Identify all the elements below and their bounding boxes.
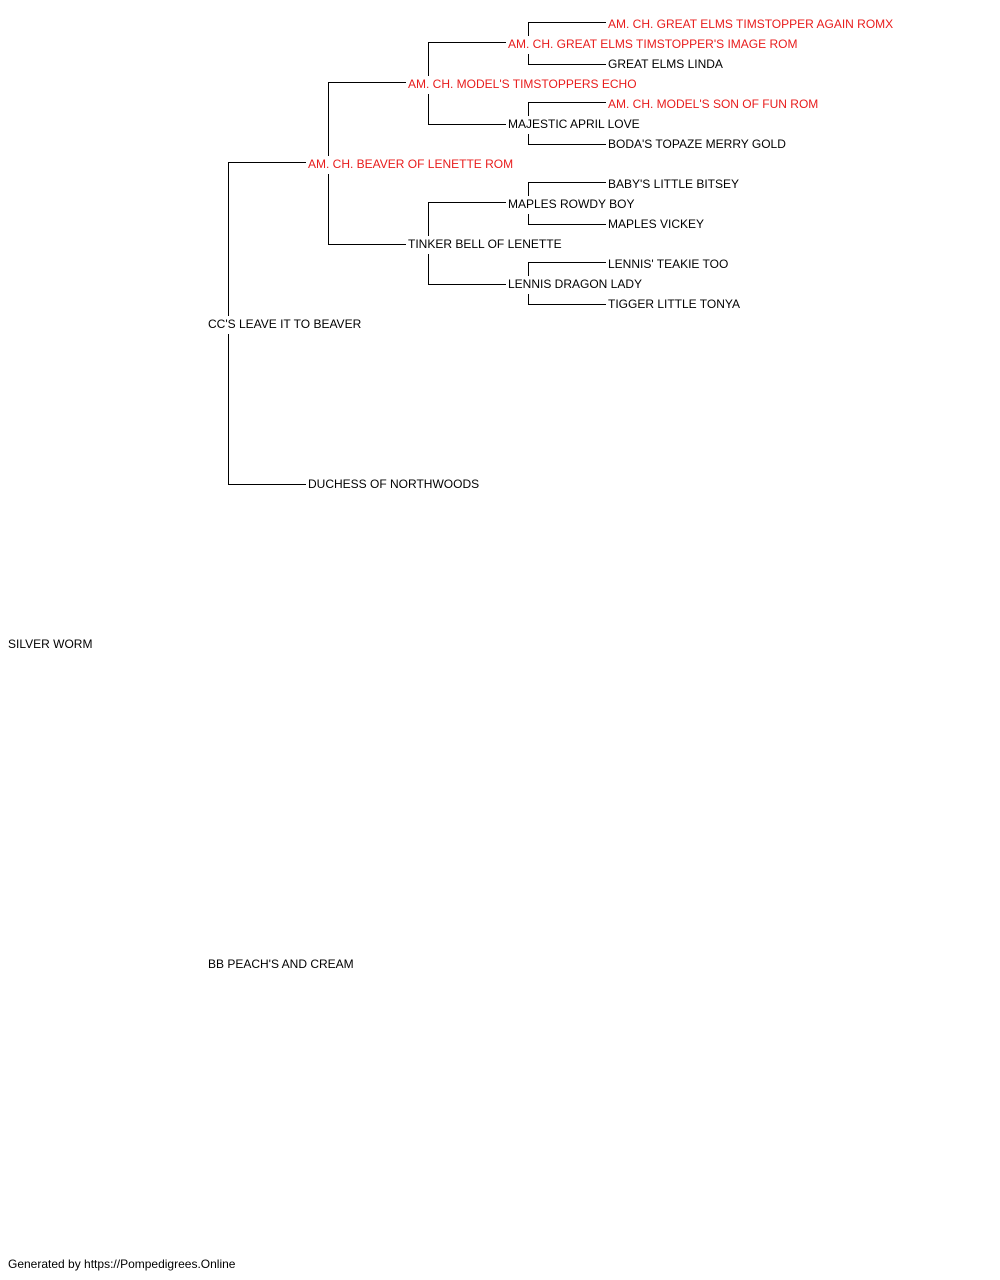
connector-sssd-to-sssdd xyxy=(529,134,607,145)
connector-ssss-to-sssss xyxy=(529,23,607,37)
subject-dog-name: SILVER WORM xyxy=(8,637,93,651)
connector-ssss-to-ssssd xyxy=(529,54,607,65)
sire-name: CC'S LEAVE IT TO BEAVER xyxy=(208,317,362,331)
ggg-dam-name-2: LENNIS DRAGON LADY xyxy=(508,277,643,291)
gen5-ancestor-name-5: BABY'S LITTLE BITSEY xyxy=(608,177,740,191)
connector-ss-to-ssd xyxy=(329,174,407,245)
connector-ssdd-to-ssdds xyxy=(529,263,607,277)
connector-ssd-to-ssdd xyxy=(429,254,507,285)
connector-ssds-to-ssdss xyxy=(529,183,607,197)
gen5-ancestor-name-2: GREAT ELMS LINDA xyxy=(608,57,723,71)
gen5-ancestor-name-1: AM. CH. GREAT ELMS TIMSTOPPER AGAIN ROMX xyxy=(608,17,894,31)
sire-sire-sire-name: AM. CH. MODEL'S TIMSTOPPERS ECHO xyxy=(408,77,637,91)
gen5-ancestor-name-7: LENNIS' TEAKIE TOO xyxy=(608,257,729,271)
gen5-ancestor-name-8: TIGGER LITTLE TONYA xyxy=(608,297,741,311)
ggg-sire-name-1: AM. CH. GREAT ELMS TIMSTOPPER'S IMAGE ROM xyxy=(508,37,798,51)
connector-ssdd-to-ssddd xyxy=(529,294,607,305)
dam-name: BB PEACH'S AND CREAM xyxy=(208,957,354,971)
gen5-ancestor-name-3: AM. CH. MODEL'S SON OF FUN ROM xyxy=(608,97,819,111)
ggg-sire-name-2: MAPLES ROWDY BOY xyxy=(508,197,635,211)
connector-sire-to-sire-dam xyxy=(229,334,307,485)
sire-sire-name: AM. CH. BEAVER OF LENETTE ROM xyxy=(308,157,514,171)
connector-sire-to-sire-sire xyxy=(229,163,307,317)
sire-sire-dam-name: TINKER BELL OF LENETTE xyxy=(408,237,562,251)
connector-ss-to-sss xyxy=(329,83,407,157)
sire-dam-name: DUCHESS OF NORTHWOODS xyxy=(308,477,480,491)
gen5-ancestor-name-4: BODA'S TOPAZE MERRY GOLD xyxy=(608,137,786,151)
connector-ssds-to-ssdsd xyxy=(529,214,607,225)
connector-sssd-to-sssds xyxy=(529,103,607,117)
ggg-dam-name-1: MAJESTIC APRIL LOVE xyxy=(508,117,640,131)
connector-sss-to-sssd xyxy=(429,94,507,125)
gen5-ancestor-name-6: MAPLES VICKEY xyxy=(608,217,705,231)
connector-ssd-to-ssds xyxy=(429,203,507,237)
connector-sss-to-ssss xyxy=(429,43,507,77)
generated-by-footer: Generated by https://Pompedigrees.Online xyxy=(8,1257,236,1271)
